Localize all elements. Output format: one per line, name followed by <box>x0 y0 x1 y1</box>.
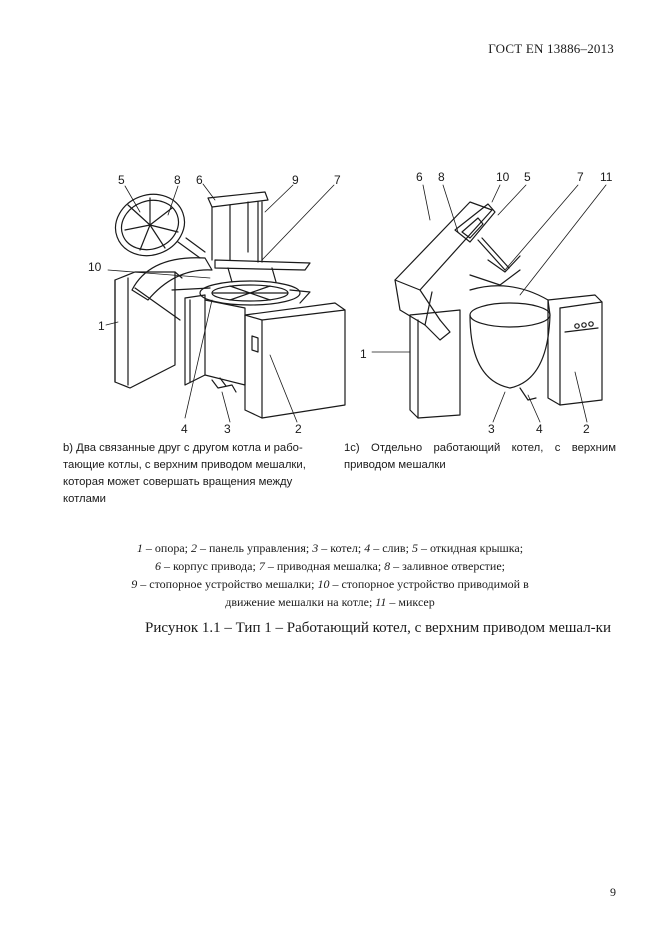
page-number: 9 <box>610 885 616 899</box>
legend-num: 6 <box>155 559 161 573</box>
legend-text: – опора; <box>142 541 191 555</box>
figure-legend <box>110 539 550 611</box>
left-label-1: 1 <box>98 319 105 333</box>
legend-num: 5 <box>411 541 418 555</box>
legend-num: 7 <box>258 559 265 573</box>
legend-num: 9 <box>131 577 138 591</box>
legend-num: 2 <box>190 541 197 555</box>
legend-text: – заливное отверстие; <box>390 559 505 573</box>
right-label-6: 6 <box>416 170 423 184</box>
right-label-11: 11 <box>600 170 613 184</box>
right-label-2: 2 <box>583 422 590 436</box>
right-label-5: 5 <box>524 170 531 184</box>
left-label-5: 5 <box>118 173 125 187</box>
legend-text: – слив; <box>370 541 412 555</box>
legend-text: – панель управления; <box>196 541 313 555</box>
left-label-10: 10 <box>88 260 102 274</box>
left-label-6: 6 <box>196 173 203 187</box>
caption-c: 1с) Отдельно работающий котел, с верхним приводом мешалки <box>344 442 616 471</box>
legend-num: 8 <box>384 559 391 573</box>
legend-num: 11 <box>375 595 387 609</box>
legend-text: – миксер <box>386 595 435 609</box>
right-label-1: 1 <box>360 347 367 361</box>
right-kettle-drawing <box>395 202 602 418</box>
figure-title: Рисунок 1.1 – Тип 1 – Работающий котел, с верхним приводом мешал-ки <box>145 620 611 636</box>
left-label-9: 9 <box>292 173 299 187</box>
legend-num: 4 <box>364 541 371 555</box>
legend-text: – приводная мешалка; <box>264 559 385 573</box>
left-label-7: 7 <box>334 173 341 187</box>
figure-drawings <box>0 160 661 445</box>
left-label-3: 3 <box>224 422 231 436</box>
legend-text: – стопорное устройство приводимой в движение мешалки на котле; <box>225 577 529 609</box>
legend-text: – откидная крышка; <box>417 541 524 555</box>
legend-text: – котел; <box>318 541 365 555</box>
left-label-8: 8 <box>174 173 181 187</box>
caption-b: b) Два связанные друг с другом котла и рабо-тающие котлы, с верхним приводом мешалки, которая может совершать вращения между котлами <box>63 442 306 505</box>
legend-num: 1 <box>136 541 143 555</box>
right-label-10: 10 <box>496 170 510 184</box>
left-kettle-drawing <box>107 185 345 418</box>
right-label-7: 7 <box>577 170 584 184</box>
legend-text: – корпус привода; <box>161 559 259 573</box>
right-label-8: 8 <box>438 170 445 184</box>
technical-drawing <box>0 160 661 445</box>
right-label-4: 4 <box>536 422 543 436</box>
legend-text: – стопорное устройство мешалки; <box>137 577 318 591</box>
left-label-4: 4 <box>181 422 188 436</box>
left-label-2: 2 <box>295 422 302 436</box>
right-label-3: 3 <box>488 422 495 436</box>
standard-header: ГОСТ EN 13886–2013 <box>488 41 614 56</box>
legend-num: 10 <box>317 577 330 591</box>
legend-num: 3 <box>312 541 319 555</box>
